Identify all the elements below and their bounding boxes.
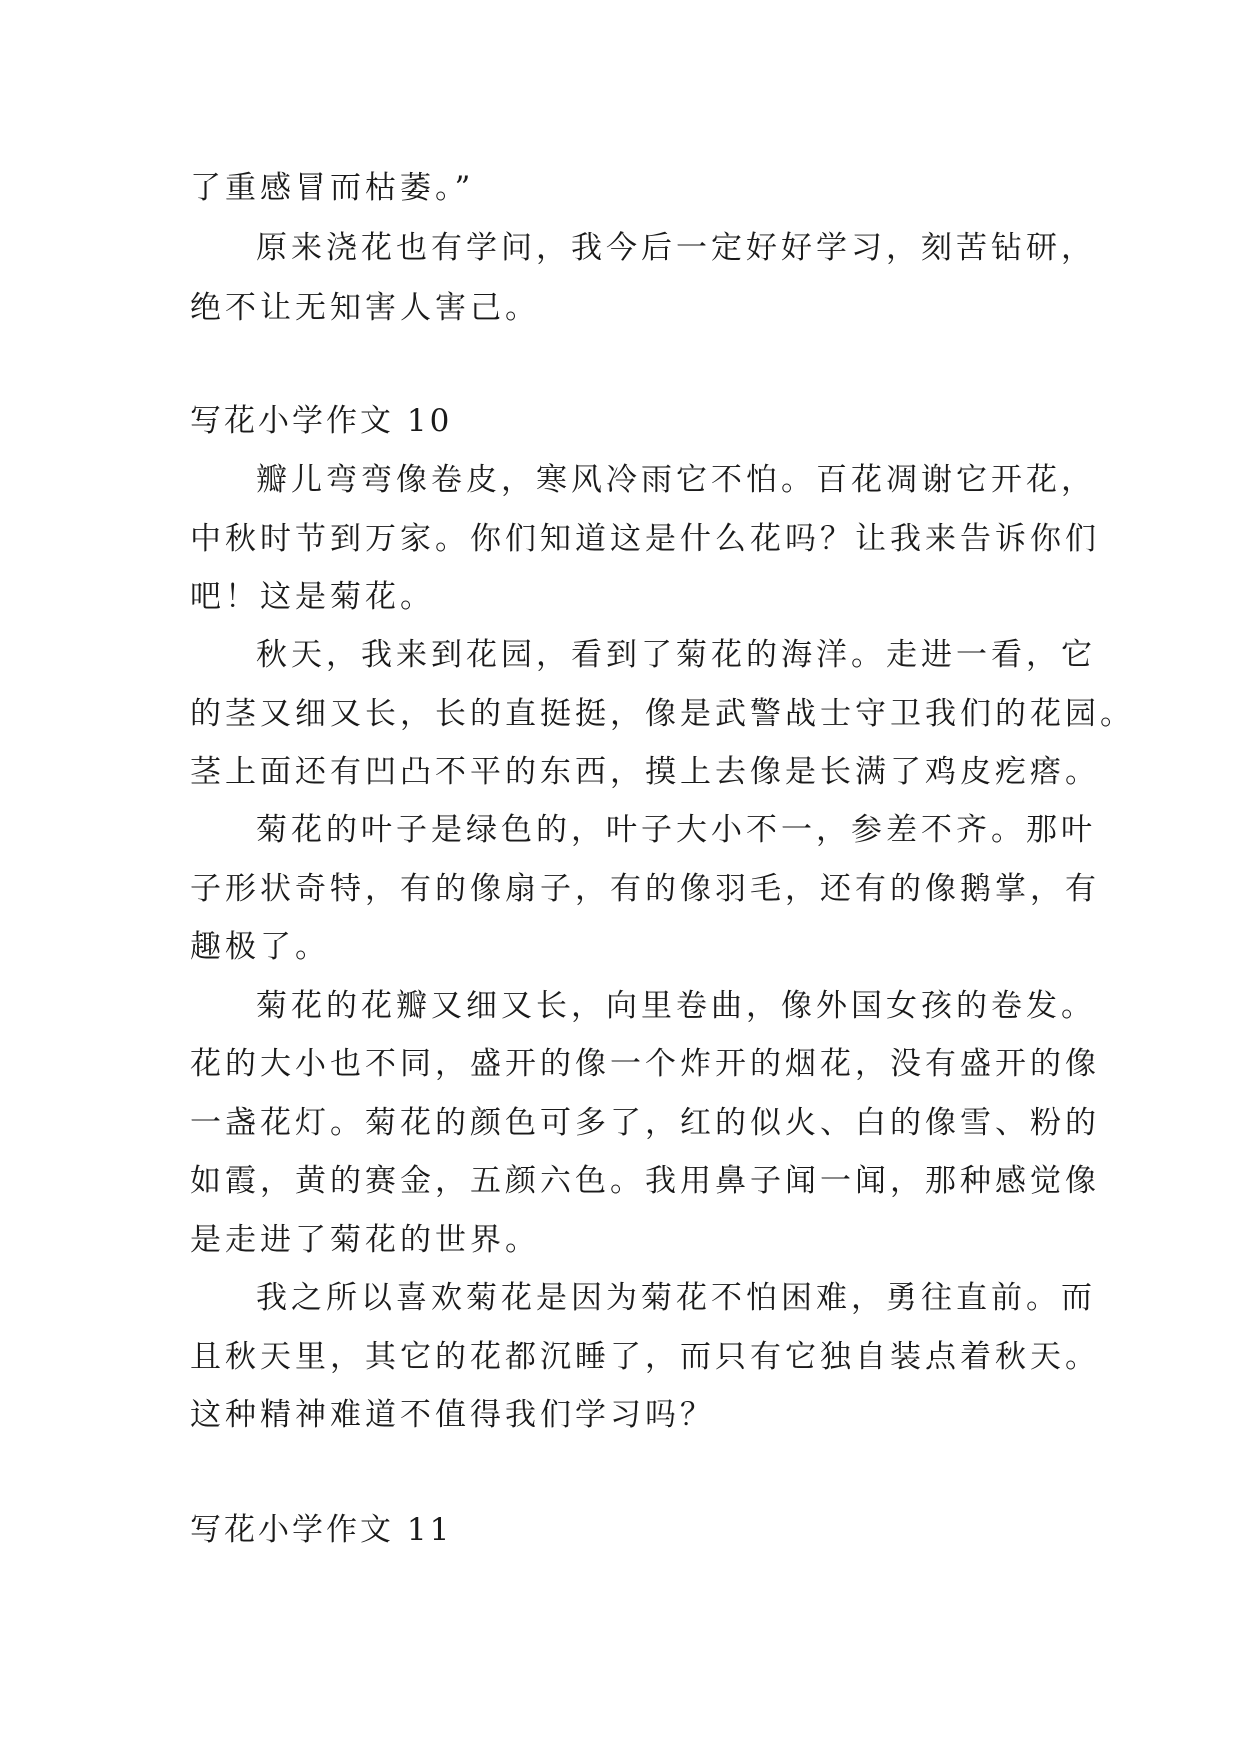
- paragraph-line: 这种精神难道不值得我们学习吗？: [190, 1397, 715, 1433]
- paragraph-line: 趣极了。: [190, 929, 330, 965]
- paragraph-line: 一盏花灯。菊花的颜色可多了，红的似火、白的像雪、粉的: [190, 1105, 1100, 1141]
- paragraph-line: 如霞，黄的赛金，五颜六色。我用鼻子闻一闻，那种感觉像: [190, 1163, 1100, 1199]
- paragraph-line: 菊花的叶子是绿色的，叶子大小不一，参差不齐。那叶: [256, 812, 1096, 848]
- paragraph-line: 茎上面还有凹凸不平的东西，摸上去像是长满了鸡皮疙瘩。: [190, 754, 1100, 790]
- paragraph-line: 原来浇花也有学问，我今后一定好好学习，刻苦钻研，: [256, 230, 1096, 266]
- paragraph-line: 子形状奇特，有的像扇子，有的像羽毛，还有的像鹅掌，有: [190, 871, 1100, 907]
- paragraph-line: 花的大小也不同，盛开的像一个炸开的烟花，没有盛开的像: [190, 1046, 1100, 1082]
- paragraph-line: 中秋时节到万家。你们知道这是什么花吗？让我来告诉你们: [190, 521, 1100, 557]
- paragraph-line: 我之所以喜欢菊花是因为菊花不怕困难，勇往直前。而: [256, 1280, 1096, 1316]
- paragraph-line: 吧！这是菊花。: [190, 579, 435, 615]
- paragraph-line: 菊花的花瓣又细又长，向里卷曲，像外国女孩的卷发。: [256, 988, 1096, 1024]
- paragraph-line: 秋天，我来到花园，看到了菊花的海洋。走进一看，它: [256, 637, 1096, 673]
- paragraph-line: 的茎又细又长，长的直挺挺，像是武警战士守卫我们的花园。: [190, 696, 1135, 732]
- paragraph-line: 且秋天里，其它的花都沉睡了，而只有它独自装点着秋天。: [190, 1339, 1100, 1375]
- paragraph-line: 是走进了菊花的世界。: [190, 1222, 540, 1258]
- paragraph-line: 瓣儿弯弯像卷皮，寒风冷雨它不怕。百花凋谢它开花，: [256, 462, 1096, 498]
- paragraph-line: 绝不让无知害人害己。: [190, 290, 540, 326]
- section-heading: 写花小学作文 10: [190, 403, 453, 439]
- section-heading: 写花小学作文 11: [190, 1512, 453, 1548]
- paragraph-line: 了重感冒而枯萎。”: [190, 170, 475, 206]
